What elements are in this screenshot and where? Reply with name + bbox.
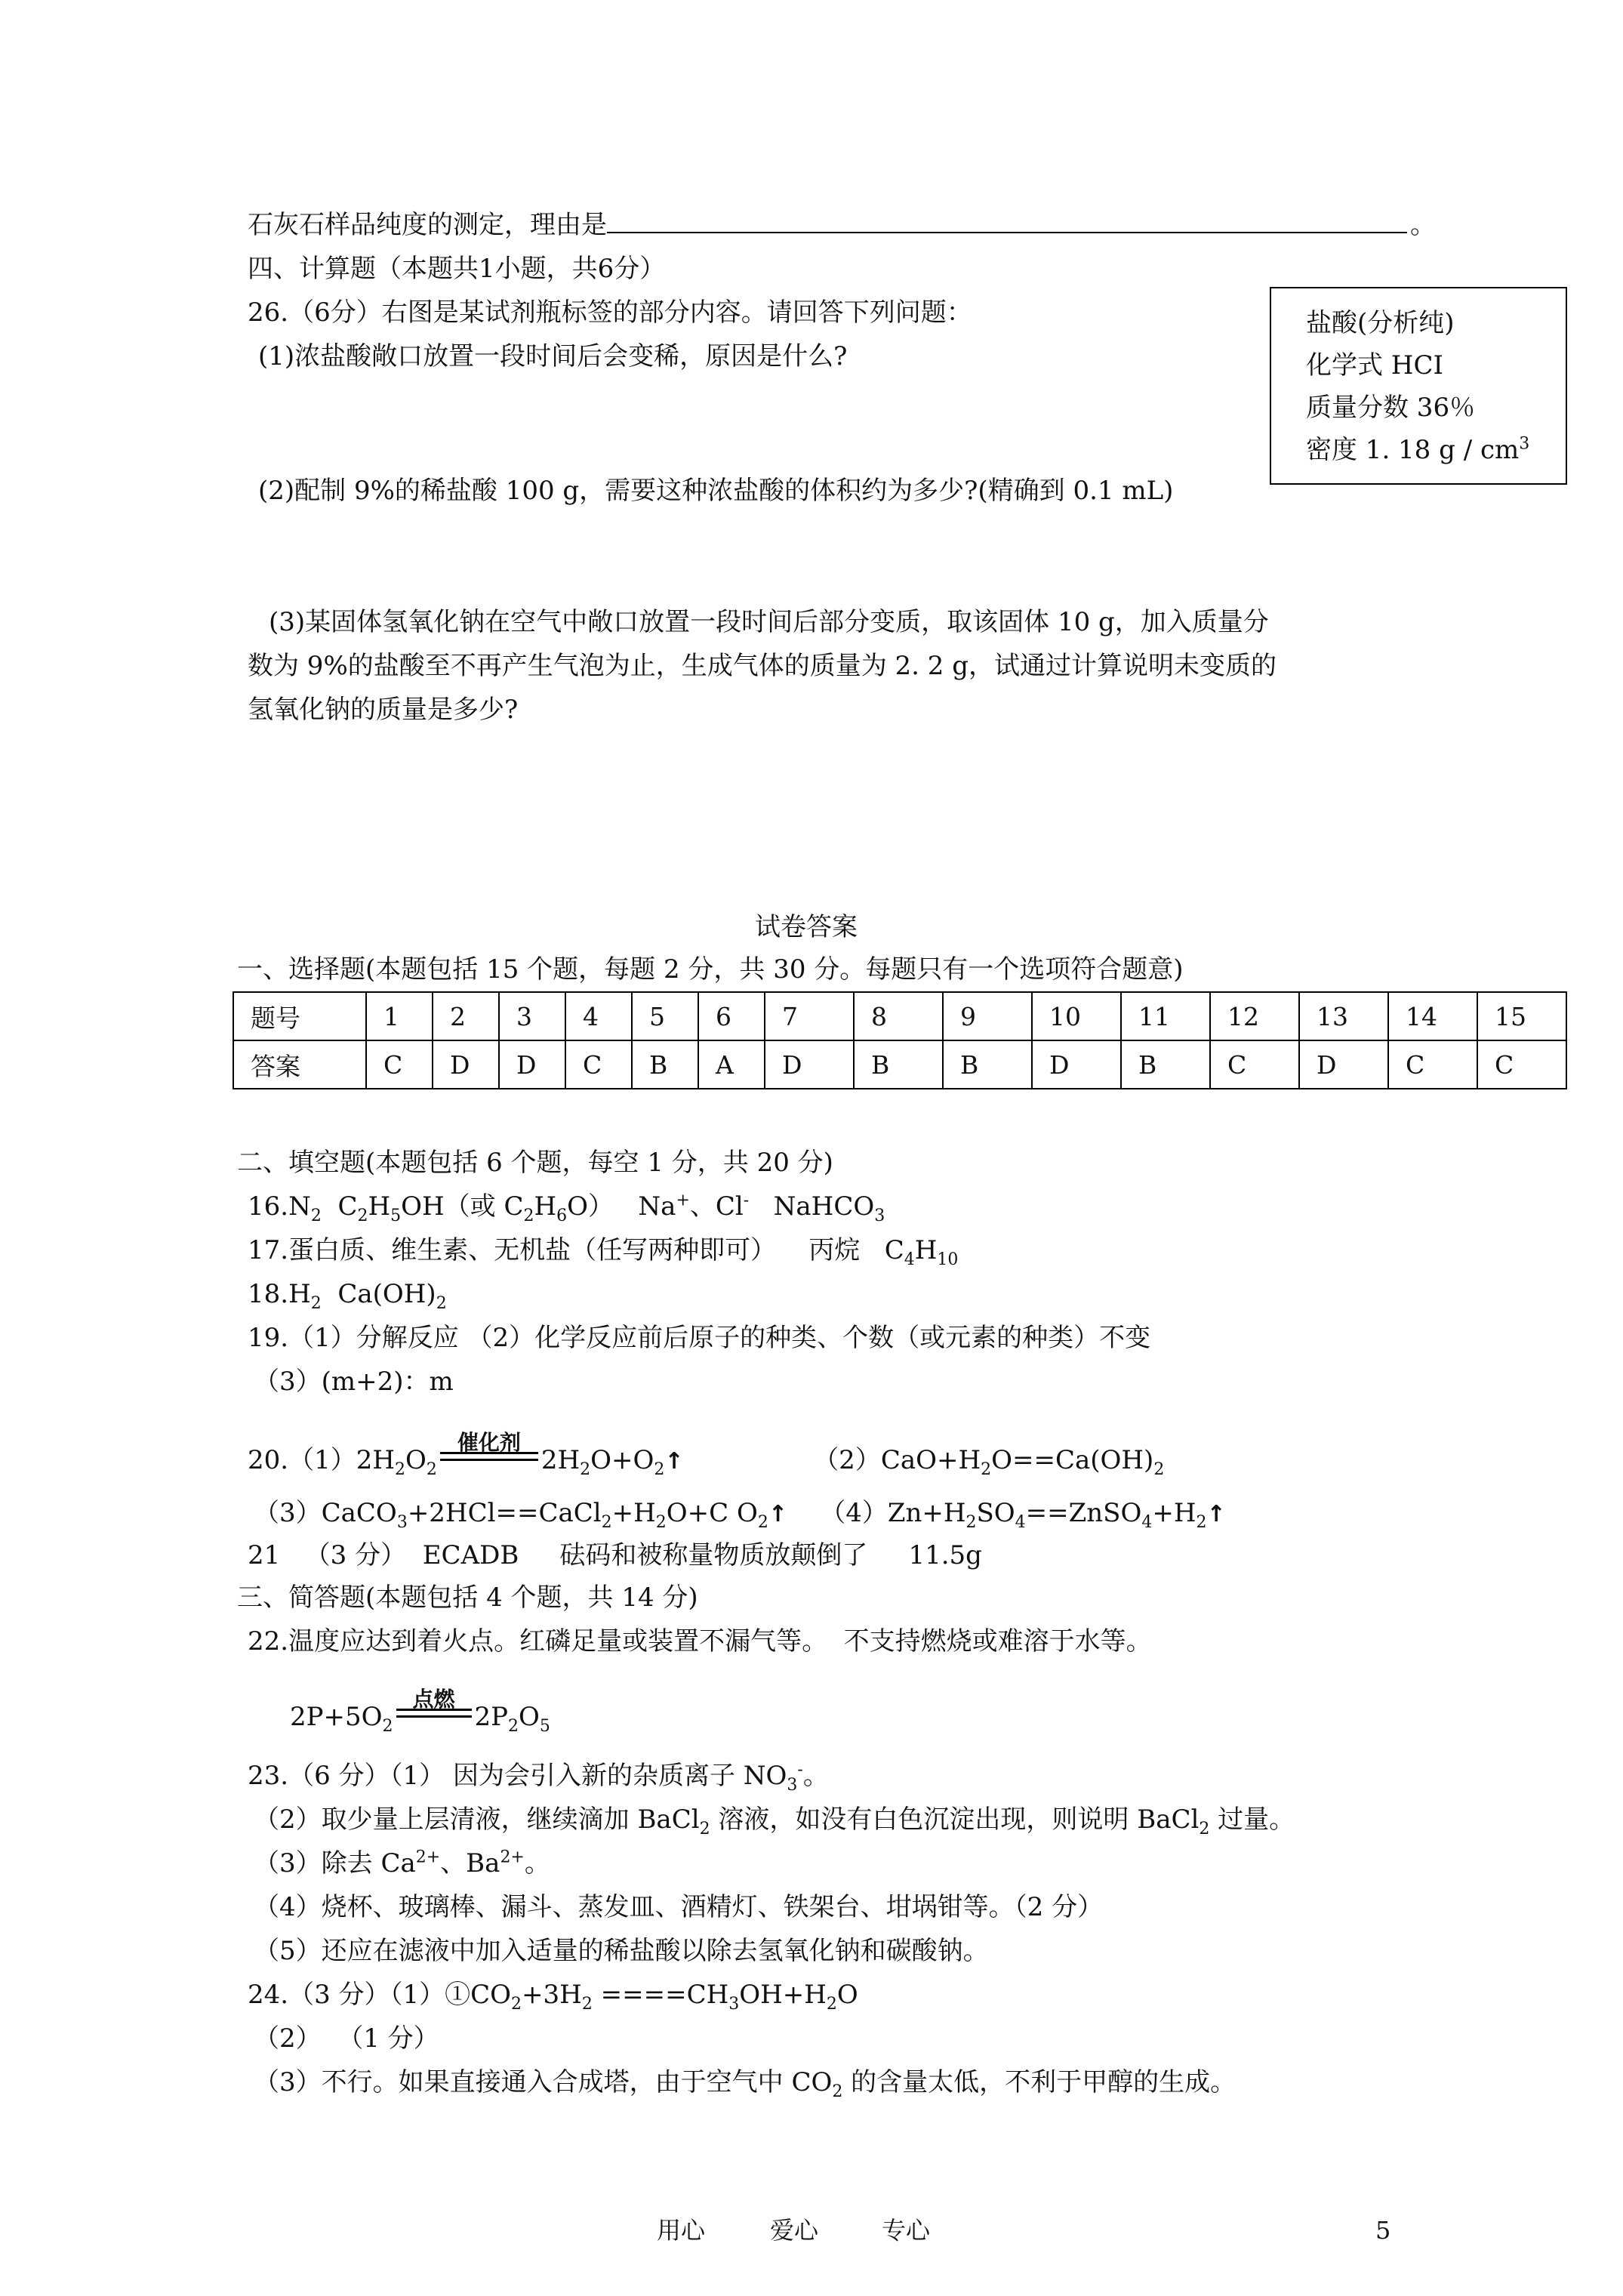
answer-17: 17.蛋白质、维生素、无机盐（任写两种即可） 丙烷 $C_4H_{10}$ <box>248 1235 959 1269</box>
table-cell: D <box>499 1040 565 1089</box>
table-cell: 12 <box>1210 992 1299 1040</box>
answer-22-equation: $2P+5O_2$ 点燃 $2P_2O_5$ <box>290 1687 550 1736</box>
answer-23-part-5: （5）还应在滤液中加入适量的稀盐酸以除去氢氧化钠和碳酸钠。 <box>254 1936 989 1966</box>
answer-20-line1: $20.(1)2H_2O_2$ 催化剂 $2H_2O+O_2↑$ $(2)CaO+H_2O==Ca(OH)_2$ <box>248 1430 1165 1479</box>
answer-24-part-3: （3）不行。如果直接通入合成塔，由于空气中 $CO_2$ 的含量太低，不利于甲醇的生成。 <box>254 2067 1236 2101</box>
table-cell: B <box>632 1040 698 1089</box>
question-26: 26.（6分）右图是某试剂瓶标签的部分内容。请回答下列问题： <box>248 297 972 328</box>
footer-motto-1: 用心 <box>657 2216 706 2245</box>
answer-24-part-1: 24.（3 分）$(1)①CO_2+3H_2 ====CH_3OH+H_2O$ <box>248 1980 858 2014</box>
section-4-heading: 四、计算题（本题共1小题，共6分） <box>248 254 666 284</box>
answer-21: 21 （3 分） ECADB 砝码和被称量物质放颠倒了 11.5g <box>248 1540 982 1570</box>
answer-blank[interactable] <box>607 209 1407 233</box>
table-cell: B <box>943 1040 1032 1089</box>
answer-23-part-4: （4）烧杯、玻璃棒、漏斗、蒸发皿、酒精灯、铁架台、坩埚钳等。（2 分） <box>254 1892 1104 1922</box>
table-cell: D <box>1299 1040 1388 1089</box>
answer-19-line1: 19.（1）分解反应 （2）化学反应前后原子的种类、个数（或元素的种类）不变 <box>248 1323 1151 1353</box>
table-header-cell: 答案 <box>233 1040 366 1089</box>
table-cell: C <box>1477 1040 1566 1089</box>
table-cell: B <box>854 1040 943 1089</box>
answer-18: $18.H_2$ $Ca(OH)_2$ <box>248 1279 447 1313</box>
answers-title: 试卷答案 <box>755 912 858 942</box>
table-cell: 3 <box>499 992 565 1040</box>
answer-23-part-3: （3）除去 $Ca^{2+}$、$Ba^{2+}$。 <box>254 1848 550 1878</box>
table-cell: 14 <box>1388 992 1477 1040</box>
table-cell: 9 <box>943 992 1032 1040</box>
section-3-heading: 三、简答题(本题包括 4 个题，共 14 分) <box>237 1583 698 1613</box>
table-cell: D <box>1032 1040 1121 1089</box>
table-header-cell: 题号 <box>233 992 366 1040</box>
answer-23-part-2: （2）取少量上层清液，继续滴加 BaCl$_2$ 溶液，如没有白色沉淀出现，则说明 BaCl$_2$ 过量。 <box>254 1804 1295 1838</box>
table-cell: 2 <box>433 992 499 1040</box>
catalyst-condition: 催化剂 <box>440 1452 538 1469</box>
table-cell: C <box>565 1040 632 1089</box>
answer-24-part-2: （2） （1 分） <box>254 2023 439 2054</box>
question-26-part-2: (2)配制 9%的稀盐酸 100 g，需要这种浓盐酸的体积约为多少?(精确到 0.1 mL) <box>258 476 1174 506</box>
table-cell: 1 <box>366 992 433 1040</box>
page-number: 5 <box>1375 2216 1391 2245</box>
section-2-heading: 二、填空题(本题包括 6 个题，每空 1 分，共 20 分) <box>237 1148 833 1178</box>
answer-table <box>233 991 1567 1089</box>
question-26-part-1: (1)浓盐酸敞口放置一段时间后会变稀，原因是什么? <box>258 341 848 371</box>
label-line-formula: 化学式 HCI <box>1306 350 1443 381</box>
table-cell: 7 <box>765 992 854 1040</box>
table-row <box>233 992 1566 1040</box>
question-26-part-3-line2: 数为 9%的盐酸至不再产生气泡为止，生成气体的质量为 2. 2 g，试通过计算说明未变质的 <box>248 651 1277 681</box>
table-cell: 6 <box>698 992 765 1040</box>
answer-23-part-1: 23.（6 分）（1） 因为会引入新的杂质离子 $NO_3^-$。 <box>248 1760 829 1795</box>
table-cell: C <box>1210 1040 1299 1089</box>
answer-19-line2: （3）(m+2)：m <box>254 1367 454 1397</box>
table-cell: 11 <box>1121 992 1210 1040</box>
table-cell: 10 <box>1032 992 1121 1040</box>
answer-16: $16.N_2$ $C_2H_5OH$（或 $C_2H_6O$） Na+、Cl- NaHCO$_3$ <box>248 1191 885 1225</box>
answer-22: 22.温度应达到着火点。红磷足量或装置不漏气等。 不支持燃烧或难溶于水等。 <box>248 1626 1152 1657</box>
label-line-density: 密度 1. 18 g / $cm^3$ <box>1306 434 1530 465</box>
table-cell: 13 <box>1299 992 1388 1040</box>
label-line-name: 盐酸(分析纯) <box>1306 308 1455 338</box>
footer-motto-3: 专心 <box>882 2216 931 2245</box>
table-cell: 15 <box>1477 992 1566 1040</box>
table-cell: C <box>1388 1040 1477 1089</box>
gas-arrow-icon: ↑ <box>1206 1501 1226 1527</box>
question-26-part-3-line3: 氢氧化钠的质量是多少? <box>248 695 519 725</box>
table-cell: C <box>366 1040 433 1089</box>
footer-motto-2: 爱心 <box>770 2216 819 2245</box>
table-cell: D <box>765 1040 854 1089</box>
reagent-label-box <box>1270 287 1567 485</box>
answer-20-line2: $(3)CaCO_3+2HCl==CaCl_2+H_2O+C$ $O_2↑$ $(4)Zn+H_2SO_4==ZnSO_4+H_2↑$ <box>254 1498 1226 1532</box>
gas-arrow-icon: ↑ <box>664 1448 684 1475</box>
ignition-condition: 点燃 <box>396 1709 472 1725</box>
prev-question-line: 石灰石样品纯度的测定，理由是 。 <box>248 210 1436 240</box>
table-cell: D <box>433 1040 499 1089</box>
table-cell: 4 <box>565 992 632 1040</box>
gas-arrow-icon: ↑ <box>768 1501 787 1527</box>
label-line-mass-fraction: 质量分数 36％ <box>1306 393 1476 423</box>
section-1-heading: 一、选择题(本题包括 15 个题，每题 2 分，共 30 分。每题只有一个选项符合题意) <box>237 954 1184 985</box>
table-row <box>233 1040 1566 1089</box>
table-cell: B <box>1121 1040 1210 1089</box>
question-26-part-3-line1: (3)某固体氢氧化钠在空气中敞口放置一段时间后部分变质，取该固体 10 g，加入质量分 <box>269 607 1269 637</box>
table-cell: 8 <box>854 992 943 1040</box>
table-cell: 5 <box>632 992 698 1040</box>
table-cell: A <box>698 1040 765 1089</box>
